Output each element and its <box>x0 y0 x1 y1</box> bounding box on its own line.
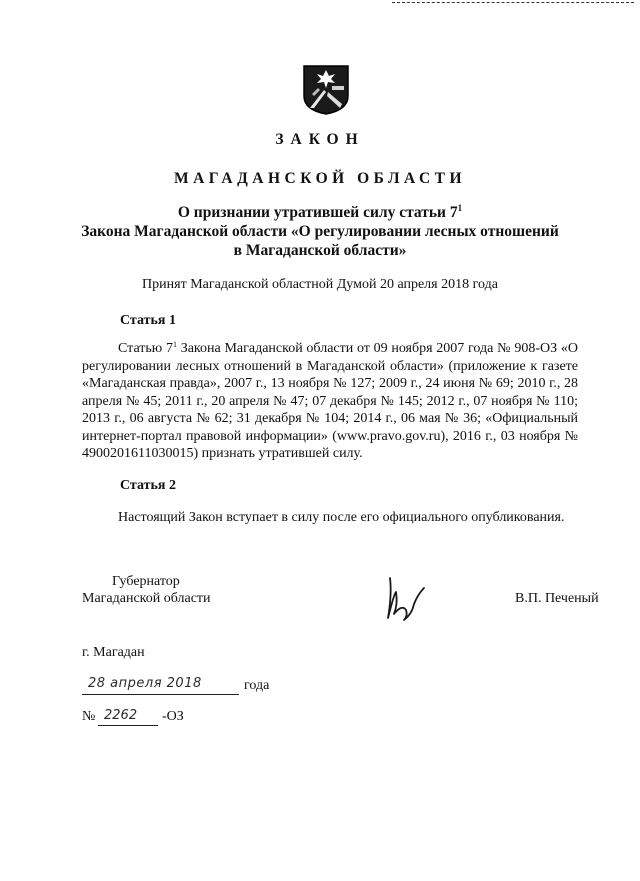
law-number-sign: № <box>82 709 96 724</box>
article1-text-main: Закона Магаданской области от 09 ноября 2007 года № 908-ОЗ «О регулировании лесных отношений в Магаданской области» (приложение к газете «Магаданская правда», 2007 г., 13 ноября № 127; 2009 г., 24 июня № 69; 2010 г., 28 апреля № 45; 2011 г., 20 апреля № 47; 07 декабря № 145; 2012 г., 07 ноября № 110; 2013 г., 06 августа № 62; 31 декабря № 104; 2014 г., 06 мая № 36; «Официальный интернет-портал правовой информации» (www.pravo.gov.ru), 2016 г., 03 ноября № 4900201611030015) признать утратившей силу. <box>82 341 578 461</box>
governor-title-line1: Губернатор <box>112 574 180 589</box>
signing-date-suffix: года <box>244 678 270 693</box>
article2-heading: Статья 2 <box>120 478 176 493</box>
city-label: г. Магадан <box>82 645 145 660</box>
article2-text: Настоящий Закон вступает в силу после его официального опубликования. <box>118 510 565 525</box>
article1-text-start: Статью 7 <box>118 341 173 356</box>
law-title-line1-text: О признании утратившей силу статьи 7 <box>177 204 458 221</box>
law-title <box>0 203 640 260</box>
governor-name: В.П. Печеный <box>515 591 599 606</box>
law-number-handwritten: 2262 <box>104 708 138 723</box>
law-title-line1 <box>0 203 640 222</box>
article1-superscript: 1 <box>172 340 177 349</box>
law-number <box>82 709 222 729</box>
law-heading: ЗАКОН <box>275 131 365 148</box>
law-number-underline <box>98 725 158 726</box>
region-heading: МАГАДАНСКОЙ ОБЛАСТИ <box>173 170 467 187</box>
adoption-statement: Принят Магаданской областной Думой 20 апреля 2018 года <box>142 277 498 292</box>
top-scan-dash <box>392 2 634 3</box>
signature-icon <box>378 574 432 626</box>
signing-date <box>82 678 302 698</box>
coat-of-arms-icon <box>302 64 350 116</box>
governor-title-line2: Магаданской области <box>82 591 211 606</box>
signing-date-underline <box>82 694 239 695</box>
law-title-superscript: 1 <box>457 203 463 213</box>
article1-text <box>82 340 578 463</box>
article1-heading: Статья 1 <box>120 313 176 328</box>
signing-date-handwritten: 28 апреля 2018 <box>88 676 202 691</box>
law-title-line3: в Магаданской области» <box>233 242 407 259</box>
law-title-line2: Закона Магаданской области «О регулировании лесных отношений <box>81 223 559 240</box>
law-number-suffix: -ОЗ <box>162 709 184 724</box>
